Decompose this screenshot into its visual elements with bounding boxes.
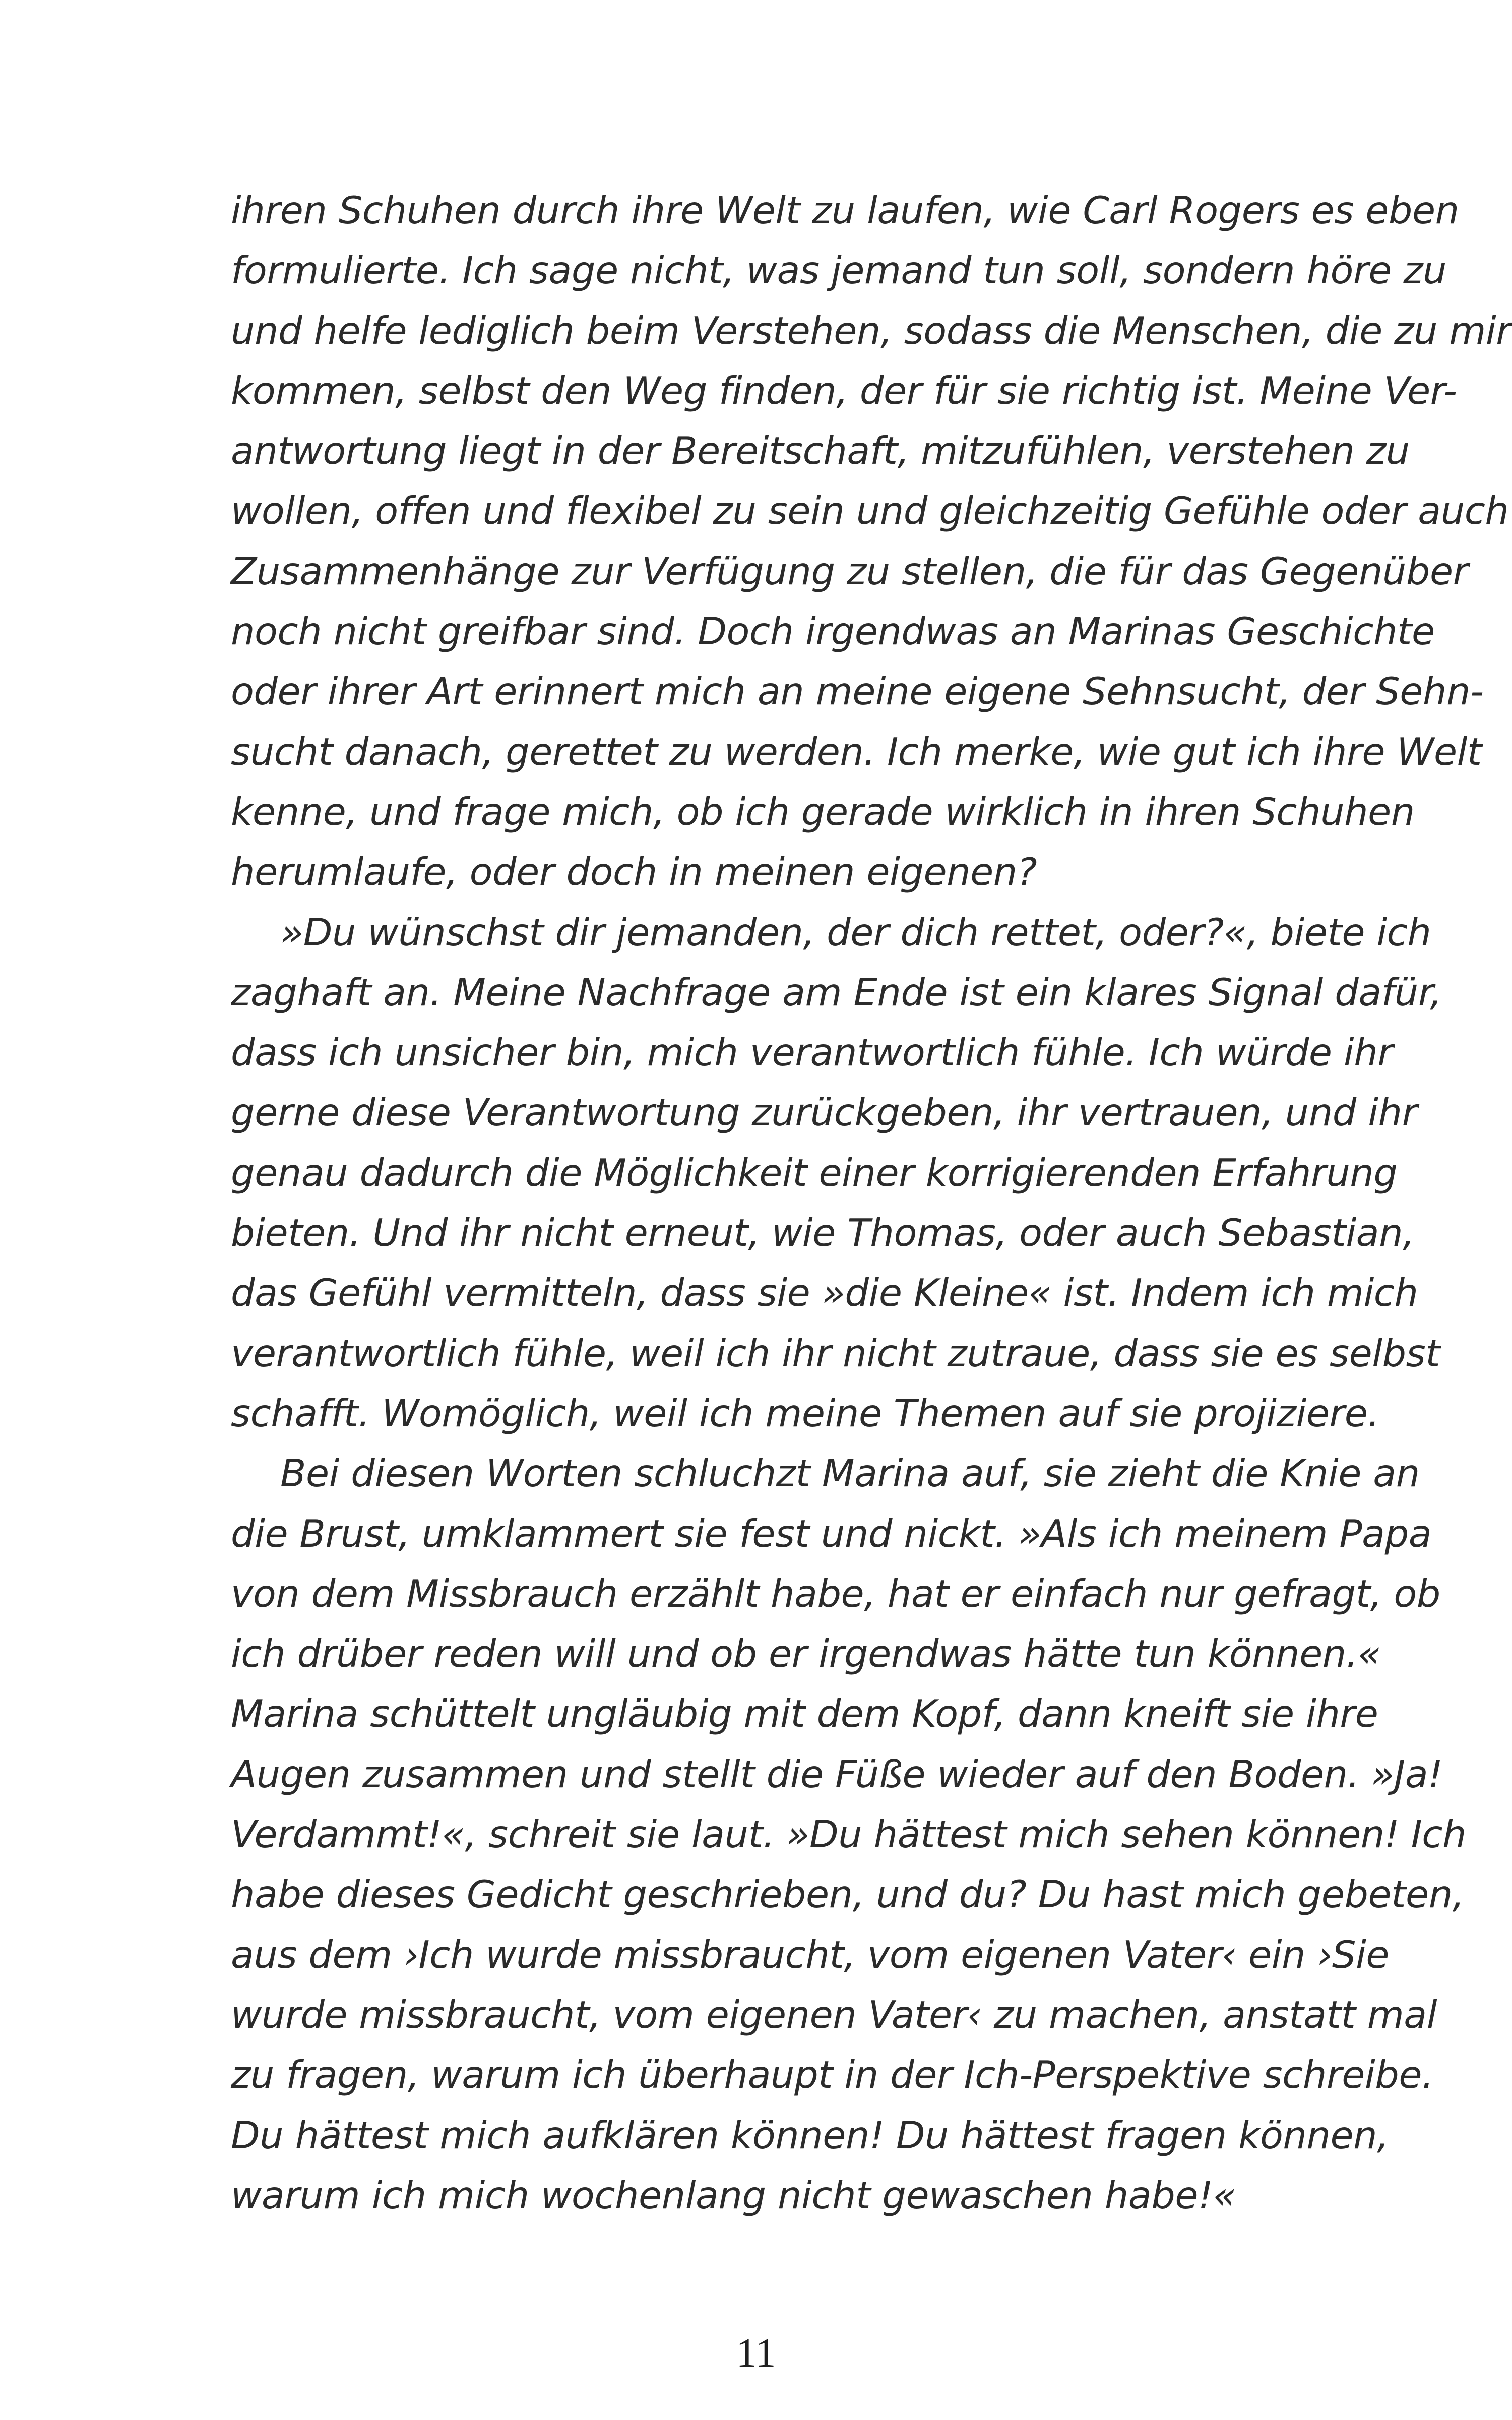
text-line: bieten. Und ihr nicht erneut, wie Thomas, oder auch Sebastian, xyxy=(231,1211,1415,1255)
page-number: 11 xyxy=(736,2330,776,2376)
text-line: kenne, und frage mich, ob ich gerade wirklich in ihren Schuhen xyxy=(231,789,1415,834)
text-line: formulierte. Ich sage nicht, was jemand tun soll, sondern höre zu xyxy=(231,248,1447,293)
text-line: oder ihrer Art erinnert mich an meine eigene Sehnsucht, der Sehn- xyxy=(231,669,1484,714)
paragraph-end-line: warum ich mich wochenlang nicht gewaschen habe!« xyxy=(231,2172,1236,2217)
paragraph-end-line: herumlaufe, oder doch in meinen eigenen? xyxy=(231,850,1037,894)
text-line: Du hättest mich aufklären können! Du hättest fragen können, xyxy=(231,2112,1389,2157)
text-line: Augen zusammen und stellt die Füße wieder auf den Boden. »Ja! xyxy=(231,1751,1443,1796)
text-line: ihren Schuhen durch ihre Welt zu laufen, wie Carl Rogers es eben xyxy=(231,188,1459,232)
paragraph-end-line: schafft. Womöglich, weil ich meine Themen auf sie projiziere. xyxy=(231,1390,1379,1435)
text-line: Marina schüttelt ungläubig mit dem Kopf, dann kneift sie ihre xyxy=(231,1691,1378,1736)
text-line: aus dem ›Ich wurde missbraucht, vom eigenen Vater‹ ein ›Sie xyxy=(231,1932,1389,1977)
text-line: zaghaft an. Meine Nachfrage am Ende ist ein klares Signal dafür, xyxy=(231,970,1442,1014)
text-line: gerne diese Verantwortung zurückgeben, ihr vertrauen, und ihr xyxy=(231,1090,1417,1135)
text-line: dass ich unsicher bin, mich verantwortlich fühle. Ich würde ihr xyxy=(231,1030,1393,1075)
body-text xyxy=(231,180,1511,2225)
paragraph-start-line: »Du wünschst dir jemanden, der dich rettet, oder?«, biete ich xyxy=(280,910,1431,954)
text-line: habe dieses Gedicht geschrieben, und du? Du hast mich gebeten, xyxy=(231,1872,1465,1917)
text-line: noch nicht greifbar sind. Doch irgendwas an Marinas Geschichte xyxy=(231,609,1435,654)
text-line: sucht danach, gerettet zu werden. Ich merke, wie gut ich ihre Welt xyxy=(231,729,1482,774)
text-line: die Brust, umklammert sie fest und nickt. »Als ich meinem Papa xyxy=(231,1511,1432,1556)
text-line: von dem Missbrauch erzählt habe, hat er einfach nur gefragt, ob xyxy=(231,1571,1440,1616)
text-line: wurde missbraucht, vom eigenen Vater‹ zu machen, anstatt mal xyxy=(231,1992,1437,2037)
text-line: das Gefühl vermitteln, dass sie »die Kleine« ist. Indem ich mich xyxy=(231,1270,1418,1315)
text-line: genau dadurch die Möglichkeit einer korrigierenden Erfahrung xyxy=(231,1150,1398,1195)
text-line: Zusammenhänge zur Verfügung zu stellen, die für das Gegenüber xyxy=(231,549,1468,593)
paragraph-start-line: Bei diesen Worten schluchzt Marina auf, sie zieht die Knie an xyxy=(280,1451,1420,1496)
text-line: verantwortlich fühle, weil ich ihr nicht zutraue, dass sie es selbst xyxy=(231,1330,1440,1375)
text-line: wollen, offen und flexibel zu sein und gleichzeitig Gefühle oder auch xyxy=(231,489,1509,533)
text-line: antwortung liegt in der Bereitschaft, mitzufühlen, verstehen zu xyxy=(231,429,1410,473)
text-line: Verdammt!«, schreit sie laut. »Du hättest mich sehen können! Ich xyxy=(231,1812,1467,1857)
text-line: und helfe lediglich beim Verstehen, sodass die Menschen, die zu mir xyxy=(231,308,1511,353)
text-line: ich drüber reden will und ob er irgendwas hätte tun können.« xyxy=(231,1631,1381,1676)
text-line: kommen, selbst den Weg finden, der für sie richtig ist. Meine Ver- xyxy=(231,368,1457,413)
text-line: zu fragen, warum ich überhaupt in der Ich-Perspektive schreibe. xyxy=(231,2052,1434,2097)
